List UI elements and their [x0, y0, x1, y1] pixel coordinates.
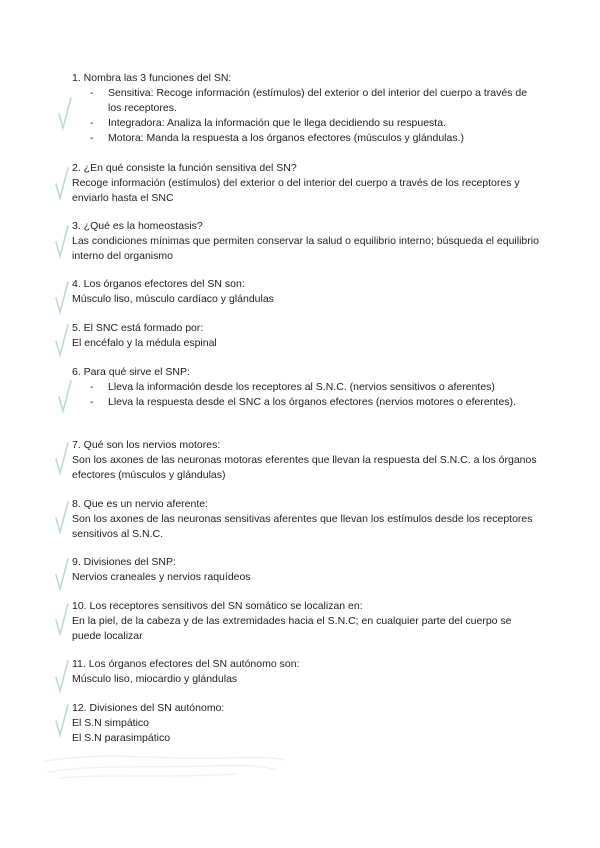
answer-list [72, 86, 542, 146]
check-icon [54, 659, 70, 693]
list-item: - Lleva la información desde los receptores al S.N.C. (nervios sensitivos o aferentes) [72, 380, 542, 395]
answer-text: Músculo liso, músculo cardíaco y glándulas [72, 293, 274, 305]
question-5 [72, 321, 542, 351]
answer-text: Las condiciones mínimas que permiten conservar la salud o equilibrio interno; búsqueda el equilibrio interno del organismo [72, 235, 539, 262]
question-10 [72, 599, 542, 644]
question-3 [72, 219, 542, 264]
check-icon [54, 602, 70, 636]
question-1 [72, 71, 542, 146]
question-title: 4. Los órganos efectores del SN son: [72, 278, 245, 290]
check-icon [57, 96, 73, 130]
check-icon [54, 703, 70, 737]
question-title: 3. ¿Qué es la homeostasis? [72, 220, 203, 232]
question-4 [72, 277, 542, 307]
question-title: 1. Nombra las 3 funciones del SN: [72, 72, 232, 84]
list-item: - Motora: Manda la respuesta a los órganos efectores (músculos y glándulas.) [72, 131, 542, 146]
answer-list [72, 380, 542, 410]
check-icon [54, 166, 70, 200]
check-icon [57, 379, 73, 413]
answer-text: Músculo liso, miocardio y glándulas [72, 673, 238, 685]
question-title: 11. Los órganos efectores del SN autónomo son: [72, 658, 300, 670]
answer-text: Nervios craneales y nervios raquídeos [72, 571, 251, 583]
answer-line: El S.N parasimpático [72, 732, 171, 744]
check-icon [54, 500, 70, 534]
check-icon [54, 280, 70, 314]
check-icon [54, 224, 70, 258]
question-title: 10. Los receptores sensitivos del SN somático se localizan en: [72, 600, 363, 612]
answer-text: Son los axones de las neuronas motoras eferentes que llevan la respuesta del S.N.C. a los órganos efectores (músculos y glándulas) [72, 454, 537, 481]
question-9 [72, 555, 542, 585]
answer-text: Recoge información (estímulos) del exterior o del interior del cuerpo a través de los receptores y enviarlo hasta el SNC [72, 177, 520, 204]
check-icon [54, 557, 70, 591]
question-title: 6. Para qué sirve el SNP: [72, 366, 190, 378]
answer-text: En la piel, de la cabeza y de las extremidades hacia el S.N.C; en cualquier parte del cuerpo se puede localizar [72, 615, 512, 642]
question-2 [72, 161, 542, 206]
question-8 [72, 497, 542, 542]
check-icon [54, 441, 70, 475]
answer-text: El encéfalo y la médula espinal [72, 337, 217, 349]
check-icon [54, 323, 70, 357]
list-item: - Sensitiva: Recoge información (estímulos) del exterior o del interior del cuerpo a través de los receptores. [72, 86, 542, 116]
question-title: 12. Divisiones del SN autónomo: [72, 702, 225, 714]
question-title: 9. Divisiones del SNP: [72, 556, 176, 568]
question-6 [72, 365, 542, 410]
question-7 [72, 438, 542, 483]
question-11 [72, 657, 542, 687]
list-item: - Lleva la respuesta desde el SNC a los órganos efectores (nervios motores o eferentes). [72, 395, 542, 410]
question-title: 5. El SNC está formado por: [72, 322, 204, 334]
question-title: 8. Que es un nervio aferente: [72, 498, 209, 510]
answer-line: El S.N simpático [72, 717, 150, 729]
list-item: - Integradora: Analiza la información que le llega decidiendo su respuesta. [72, 116, 542, 131]
scribble-decoration [38, 748, 288, 784]
answer-text: Son los axones de las neuronas sensitivas aferentes que llevan los estímulos desde los receptores sensitivos al S.N.C. [72, 513, 533, 540]
question-title: 2. ¿En qué consiste la función sensitiva del SN? [72, 162, 297, 174]
question-12 [72, 701, 542, 746]
question-title: 7. Qué son los nervios motores: [72, 439, 221, 451]
